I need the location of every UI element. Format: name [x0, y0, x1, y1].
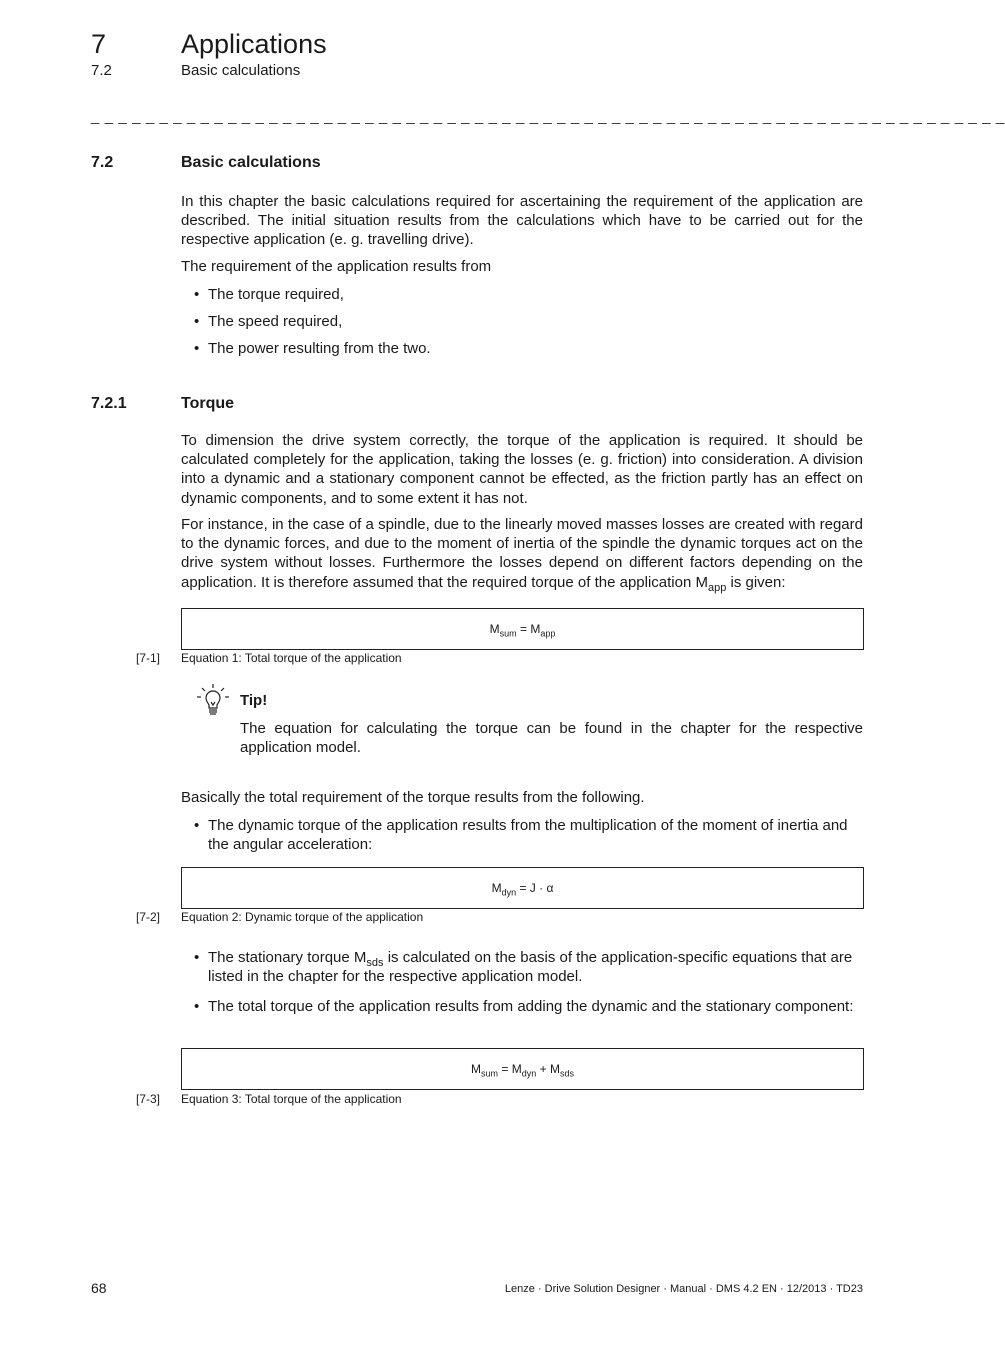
equation-box: [181, 608, 864, 650]
header-divider: _ _ _ _ _ _ _ _ _ _ _ _ _ _ _ _ _ _ _ _ _ _ _ _ _ _ _ _ _ _ _ _ _ _ _ _ _ _ _ _ _ _ _ _ _ _ _ _ _ _ _ _ _ _ _ _ _ _ _ _ _ _ _ _ _ _ _: [91, 108, 1005, 125]
list-item-text: The dynamic torque of the application results from the multiplication of the moment of inertia and the angular acceleration:: [208, 817, 848, 854]
basically-paragraph: Basically the total requirement of the torque results from the following.: [181, 789, 645, 806]
subscript: app: [707, 581, 727, 594]
equation-caption: Equation 3: Total torque of the application: [181, 1092, 402, 1106]
equation: $M_{sum} = M_{dyn} + M_{sds}$: [471, 1062, 574, 1079]
section-title: Basic calculations: [181, 154, 321, 171]
equation-box: [181, 867, 864, 909]
paragraph-text: is given:: [726, 573, 786, 591]
list-item-text: The stationary torque $M_{sds}$ is calculated on the basis of the application-specific equations that are listed in the chapter for the respective application model.: [208, 949, 853, 986]
list-item: [181, 816, 863, 854]
equation-box: [181, 1048, 864, 1090]
section-number: 7.2: [91, 154, 114, 171]
bullet-marker: •: [194, 998, 200, 1015]
bullet-marker: •: [194, 949, 200, 966]
subsection-title: Torque: [181, 395, 235, 412]
list-item-text: The torque required,: [208, 286, 344, 303]
equation-number: [7-2]: [136, 910, 161, 924]
list-item-text: The total torque of the application results from adding the dynamic and the stationary component:: [208, 998, 854, 1015]
paragraph-text: For instance, in the case of a spindle, due to the linearly moved masses losses are created with regard to the dynamic forces, and due to the moment of inertia of the spindle the dynamic torques act on the drive system without losses. Furthermore the losses depend on different factors depending on the application. It is therefore assumed that the required torque of the application M: [181, 516, 863, 591]
chapter-number: 7: [91, 29, 107, 59]
bullet-marker: •: [194, 286, 200, 303]
list-item-text: The power resulting from the two.: [208, 340, 431, 357]
equation: $M_{sum} = M_{app}$: [489, 622, 556, 639]
tip-label: Tip!: [240, 692, 268, 709]
publication-info: Lenze · Drive Solution Designer · Manual · DMS 4.2 EN · 12/2013 · TD23: [504, 1283, 863, 1295]
list-item: [181, 339, 863, 358]
list-item: [181, 285, 863, 304]
equation-number: [7-1]: [136, 651, 161, 665]
bullet-marker: •: [194, 340, 200, 357]
lightbulb-icon: [196, 683, 230, 717]
equation: $M_{dyn} = J \cdot \alpha$: [491, 881, 554, 898]
equation-number: [7-3]: [136, 1092, 161, 1106]
requirement-lead: The requirement of the application results from: [181, 258, 492, 275]
torque-paragraph-2: [181, 515, 863, 592]
tip-text: The equation for calculating the torque can be found in the chapter for the respective application model.: [240, 720, 863, 757]
list-item: [181, 997, 863, 1016]
bullet-marker: •: [194, 313, 200, 330]
equation-caption: Equation 2: Dynamic torque of the application: [181, 910, 424, 924]
list-item: [181, 312, 863, 331]
header-section-title: Basic calculations: [181, 62, 301, 79]
equation-caption: Equation 1: Total torque of the application: [181, 651, 402, 665]
subsection-number: 7.2.1: [91, 395, 127, 412]
section-intro: In this chapter the basic calculations required for ascertaining the requirement of the application are described. The initial situation results from the calculations which have to be carried out for the respective application (e. g. travelling drive).: [181, 193, 863, 249]
torque-paragraph-1: To dimension the drive system correctly, the torque of the application is required. It should be calculated completely for the application, taking the losses (e. g. friction) into consideration. A division into a dynamic and a stationary component cannot be effected, as the friction partly has an effect on dynamic components, and to some extent it has not.: [181, 432, 863, 507]
header-section-number: 7.2: [91, 62, 112, 79]
bullet-marker: •: [194, 817, 200, 834]
list-item: [181, 948, 863, 986]
page-number: 68: [91, 1280, 107, 1296]
chapter-title: Applications: [181, 29, 327, 59]
list-item-text: The speed required,: [208, 313, 343, 330]
